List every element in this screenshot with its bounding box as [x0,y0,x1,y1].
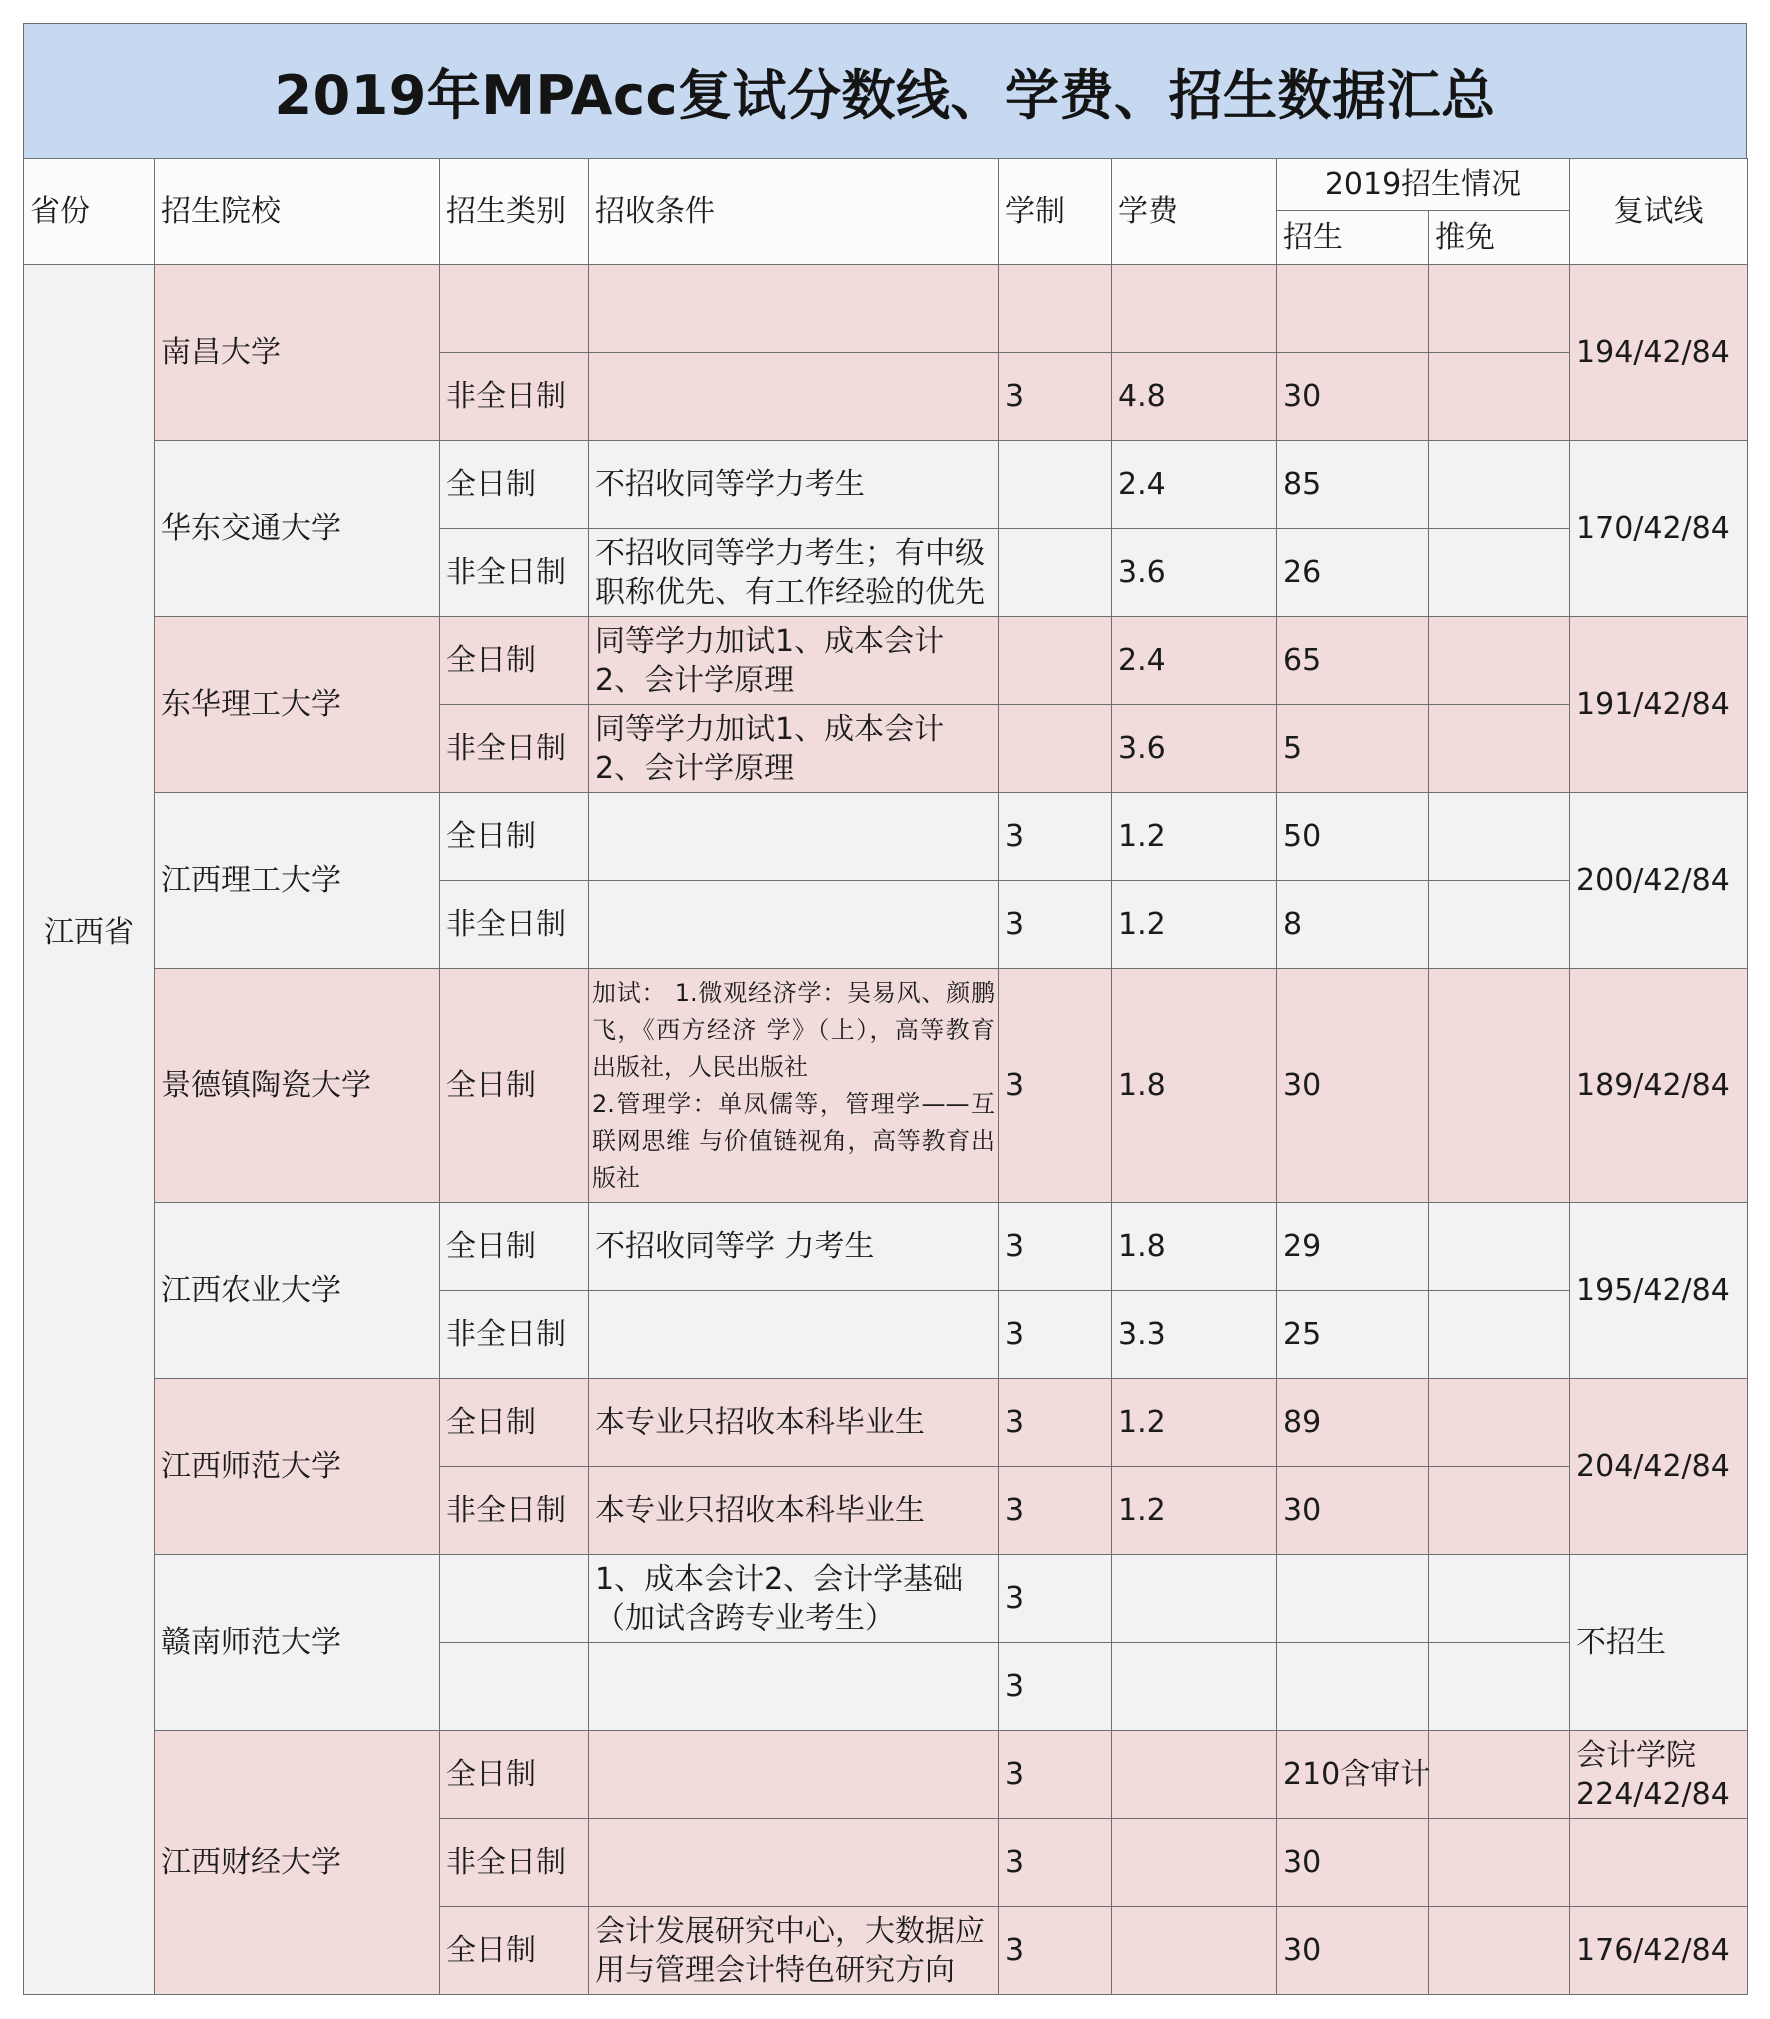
fee-cell [1112,1643,1277,1731]
header-school: 招生院校 [155,159,440,265]
enroll-type-cell: 全日制 [440,1203,589,1291]
years-cell: 3 [999,1203,1112,1291]
enroll-count-cell: 89 [1277,1379,1429,1467]
enroll-count-cell: 30 [1277,969,1429,1203]
enroll-count-cell [1277,1643,1429,1731]
school-name-cell: 江西师范大学 [155,1379,440,1555]
enroll-type-cell: 全日制 [440,1731,589,1819]
fee-cell [1112,1731,1277,1819]
exempt-cell [1429,793,1570,881]
fee-cell: 1.2 [1112,1379,1277,1467]
score-line-cell: 200/42/84 [1570,793,1748,969]
exempt-cell [1429,1907,1570,1995]
exempt-cell [1429,969,1570,1203]
condition-cell: 不招收同等学 力考生 [589,1203,999,1291]
fee-cell: 1.2 [1112,881,1277,969]
school-name-cell: 江西农业大学 [155,1203,440,1379]
enroll-type-cell: 非全日制 [440,529,589,617]
school-name-cell: 南昌大学 [155,265,440,441]
score-line-cell: 204/42/84 [1570,1379,1748,1555]
enroll-count-cell: 26 [1277,529,1429,617]
fee-cell: 3.6 [1112,529,1277,617]
header-fee: 学费 [1112,159,1277,265]
summary-sheet [23,23,1747,1995]
score-line-cell: 176/42/84 [1570,1907,1748,1995]
enroll-count-cell [1277,1555,1429,1643]
exempt-cell [1429,1291,1570,1379]
condition-cell [589,265,999,353]
exempt-cell [1429,881,1570,969]
fee-cell [1112,1907,1277,1995]
condition-cell: 同等学力加试1、成本会计2、会计学原理 [589,705,999,793]
enroll-type-cell: 全日制 [440,969,589,1203]
enroll-count-cell: 30 [1277,1907,1429,1995]
enroll-type-cell: 全日制 [440,793,589,881]
condition-cell [589,1731,999,1819]
years-cell [999,705,1112,793]
fee-cell [1112,1819,1277,1907]
enroll-type-cell: 全日制 [440,1907,589,1995]
condition-cell [589,881,999,969]
admissions-table [23,158,1748,1995]
condition-cell: 本专业只招收本科毕业生 [589,1467,999,1555]
fee-cell: 1.8 [1112,1203,1277,1291]
school-name-cell: 景德镇陶瓷大学 [155,969,440,1203]
table-row [24,617,1748,705]
enroll-count-cell: 65 [1277,617,1429,705]
header-type: 招生类别 [440,159,589,265]
enroll-type-cell [440,265,589,353]
header-years: 学制 [999,159,1112,265]
header-enroll: 招生 [1277,211,1429,265]
exempt-cell [1429,617,1570,705]
years-cell: 3 [999,1643,1112,1731]
table-body [24,265,1748,1995]
fee-cell: 2.4 [1112,617,1277,705]
enroll-count-cell [1277,265,1429,353]
exempt-cell [1429,265,1570,353]
enroll-type-cell: 全日制 [440,441,589,529]
condition-cell: 加试： 1.微观经济学：吴易风、颜鹏飞，《西方经济 学》（上），高等教育出版社，人民出版社 2.管理学：单凤儒等，管理学——互联网思维 与价值链视角，高等教育出版社 [589,969,999,1203]
years-cell: 3 [999,969,1112,1203]
enroll-type-cell: 非全日制 [440,1291,589,1379]
exempt-cell [1429,441,1570,529]
school-name-cell: 江西财经大学 [155,1731,440,1995]
table-row [24,969,1748,1203]
table-row [24,265,1748,353]
years-cell [999,617,1112,705]
fee-cell: 3.6 [1112,705,1277,793]
years-cell: 3 [999,1555,1112,1643]
years-cell: 3 [999,1467,1112,1555]
table-title: 2019年MPAcc复试分数线、学费、招生数据汇总 [23,23,1747,158]
table-row [24,441,1748,529]
fee-cell: 3.3 [1112,1291,1277,1379]
enroll-count-cell: 50 [1277,793,1429,881]
enroll-type-cell [440,1555,589,1643]
condition-cell: 会计发展研究中心，大数据应用与管理会计特色研究方向 [589,1907,999,1995]
enroll-type-cell: 非全日制 [440,881,589,969]
school-name-cell: 赣南师范大学 [155,1555,440,1731]
table-header [24,159,1748,265]
school-name-cell: 东华理工大学 [155,617,440,793]
school-name-cell: 华东交通大学 [155,441,440,617]
years-cell: 3 [999,881,1112,969]
enroll-count-cell: 8 [1277,881,1429,969]
table-row [24,1379,1748,1467]
exempt-cell [1429,705,1570,793]
table-row [24,1555,1748,1643]
condition-cell: 同等学力加试1、成本会计2、会计学原理 [589,617,999,705]
condition-cell: 1、成本会计2、会计学基础 （加试含跨专业考生） [589,1555,999,1643]
years-cell [999,441,1112,529]
fee-cell: 1.2 [1112,1467,1277,1555]
enroll-type-cell: 非全日制 [440,1819,589,1907]
enroll-type-cell: 非全日制 [440,353,589,441]
enroll-count-cell: 5 [1277,705,1429,793]
condition-cell: 本专业只招收本科毕业生 [589,1379,999,1467]
header-province: 省份 [24,159,155,265]
condition-cell: 不招收同等学力考生；有中级职称优先、有工作经验的优先 [589,529,999,617]
enroll-type-cell: 非全日制 [440,705,589,793]
enroll-count-cell: 30 [1277,1467,1429,1555]
score-line-cell: 195/42/84 [1570,1203,1748,1379]
exempt-cell [1429,1819,1570,1907]
table-row [24,1731,1748,1819]
enroll-count-cell: 29 [1277,1203,1429,1291]
years-cell: 3 [999,1731,1112,1819]
exempt-cell [1429,1379,1570,1467]
score-line-cell: 170/42/84 [1570,441,1748,617]
years-cell: 3 [999,1907,1112,1995]
years-cell: 3 [999,353,1112,441]
fee-cell: 1.8 [1112,969,1277,1203]
enroll-count-cell: 85 [1277,441,1429,529]
condition-cell: 不招收同等学力考生 [589,441,999,529]
fee-cell [1112,265,1277,353]
exempt-cell [1429,1731,1570,1819]
enroll-count-cell: 210含审计 [1277,1731,1429,1819]
score-line-cell: 会计学院 224/42/84 [1570,1731,1748,1819]
score-line-cell: 194/42/84 [1570,265,1748,441]
exempt-cell [1429,1467,1570,1555]
enroll-count-cell: 25 [1277,1291,1429,1379]
header-condition: 招收条件 [589,159,999,265]
fee-cell [1112,1555,1277,1643]
score-line-cell: 189/42/84 [1570,969,1748,1203]
condition-cell [589,793,999,881]
exempt-cell [1429,529,1570,617]
enroll-type-cell: 非全日制 [440,1467,589,1555]
header-enrollment-group: 2019招生情况 [1277,159,1570,211]
table-row [24,793,1748,881]
province-cell: 江西省 [24,265,155,1995]
header-exempt: 推免 [1429,211,1570,265]
years-cell: 3 [999,1819,1112,1907]
header-row [24,159,1748,211]
fee-cell: 4.8 [1112,353,1277,441]
exempt-cell [1429,1203,1570,1291]
enroll-count-cell: 30 [1277,353,1429,441]
condition-cell [589,353,999,441]
years-cell: 3 [999,1379,1112,1467]
enroll-type-cell: 全日制 [440,1379,589,1467]
school-name-cell: 江西理工大学 [155,793,440,969]
fee-cell: 1.2 [1112,793,1277,881]
condition-cell [589,1643,999,1731]
score-line-cell: 191/42/84 [1570,617,1748,793]
years-cell [999,265,1112,353]
exempt-cell [1429,353,1570,441]
exempt-cell [1429,1643,1570,1731]
fee-cell: 2.4 [1112,441,1277,529]
years-cell: 3 [999,793,1112,881]
years-cell: 3 [999,1291,1112,1379]
score-line-cell [1570,1819,1748,1907]
score-line-cell: 不招生 [1570,1555,1748,1731]
enroll-type-cell: 全日制 [440,617,589,705]
enroll-count-cell: 30 [1277,1819,1429,1907]
header-score: 复试线 [1570,159,1748,265]
condition-cell [589,1291,999,1379]
years-cell [999,529,1112,617]
table-row [24,1203,1748,1291]
enroll-type-cell [440,1643,589,1731]
exempt-cell [1429,1555,1570,1643]
condition-cell [589,1819,999,1907]
